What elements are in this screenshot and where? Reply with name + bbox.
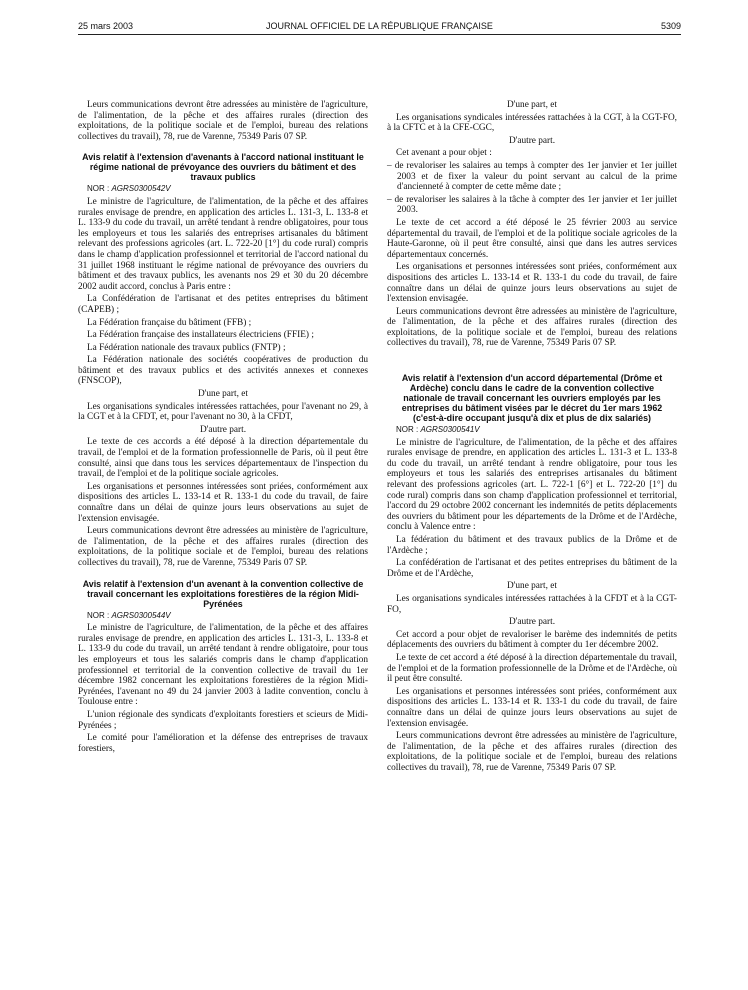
nor-reference-2 [78, 611, 368, 622]
nor-label: NOR : [396, 425, 419, 435]
paragraph: Les organisations et personnes intéressées sont priées, conformément aux dispositions des articles L. 133-14 et R. 133-1 du code du travail, de faire connaître dans un délai de quinze jours leurs observations au sujet de l'extension envisagée. [387, 262, 677, 305]
notice-title-2: Avis relatif à l'extension d'un avenant à la convention collective de travail concernant les exploitations forestières de la région Midi-Pyrénées [82, 578, 364, 609]
paragraph: La Fédération française du bâtiment (FFB) ; [87, 317, 252, 328]
nor-label: NOR : [87, 610, 110, 620]
paragraph: Les organisations et personnes intéressées sont priées, conformément aux dispositions des articles L. 133-14 et R. 133-1 du code du travail, de faire connaître dans un délai de quinze jours leurs observations au sujet de l'extension envisagée. [387, 686, 677, 729]
paragraph: Les organisations syndicales intéressées rattachées à la CFDT et à la CGT-FO, [387, 593, 677, 615]
notice-title-1: Avis relatif à l'extension d'avenants à l'accord national instituant le régime national de prévoyance des ouvriers du bâtiment et des travaux publics [82, 152, 364, 183]
nor-code: AGRS0300542V [111, 184, 171, 194]
dune-part: D'une part, et [507, 581, 557, 592]
paragraph: Les organisations syndicales intéressées rattachées à la CGT, à la CGT-FO, à la CFTC et à la CFE-CGC, [387, 112, 677, 134]
paragraph: Le ministre de l'agriculture, de l'alimentation, de la pêche et des affaires rurales envisage de prendre, en application des articles L. 131-3, L. 133-8 et L. 133-9 du code du travail, un arrêté tendant à rendre obligatoire, pour tous les employeurs et tous les salariés compris dans le champ d'application professionnel et territorial de la convention collective de travail du 1er décembre 1982 concernant les exploitations forestières de la région Midi-Pyrénées, l'avenant no 49 du 24 janvier 2003 à ladite convention, conclu à Toulouse entre : [78, 623, 368, 708]
paragraph: Le texte de cet accord a été déposé à la direction départementale du travail, de l'emploi et de la formation professionnelle de la Drôme et de l'Ardèche, où il peut être consulté. [387, 652, 677, 685]
page-number: 5309 [660, 21, 681, 31]
paragraph: Leurs communications devront être adressées au ministère de l'agriculture, de l'alimentation, de la pêche et des affaires rurales (direction des exploitations, de la politique sociale et de l'emploi, bureau des relations collectives du travail), 78, rue de Varenne, 75349 Paris 07 SP. [387, 731, 677, 773]
paragraph: La confédération de l'artisanat et des petites entreprises du bâtiment de la Drôme et de l'Ardèche, [387, 558, 677, 579]
paragraph: Le texte de ces accords a été déposé à la direction départementale du travail, de l'emploi et de la formation professionnelle de Paris, où il peut être consulté, ainsi que dans tous les services départementaux de l'inspection du travail, de l'emploi et de la politique sociale agricoles. [78, 437, 368, 480]
paragraph: La Fédération française des installateurs électriciens (FFIE) ; [87, 330, 314, 341]
paragraph: Cet accord a pour objet de revaloriser le barème des indemnités de petits déplacements des ouvriers du bâtiment à compter du 1er décembre 2002. [387, 629, 677, 651]
list-item: – de revaloriser les salaires à la tâche à compter des 1er janvier et 1er juillet 2003. [387, 194, 677, 216]
paragraph: Leurs communications devront être adressées au ministère de l'agriculture, de l'alimentation, de la pêche et des affaires rurales (direction des exploitations, de la politique sociale et de l'emploi, bureau des relations collectives du travail), 78, rue de Varenne, 75349 Paris 07 SP. [78, 526, 368, 568]
paragraph: Le texte de cet accord a été déposé le 25 février 2003 au service départemental du travail, de l'emploi et de la politique sociale agricoles de la Haute-Garonne, où il peut être consulté, ainsi que dans les autres services départementaux concernés. [387, 217, 677, 260]
paragraph: La fédération du bâtiment et des travaux publics de la Drôme et de l'Ardèche ; [387, 535, 677, 556]
paragraph: La Fédération nationale des travaux publics (FNTP) ; [87, 342, 286, 353]
nor-code: AGRS0300544V [111, 610, 171, 620]
dune-part: D'une part, et [198, 389, 248, 400]
nor-reference-3 [387, 425, 677, 436]
header-rule [78, 34, 681, 35]
paragraph: Le ministre de l'agriculture, de l'alimentation, de la pêche et des affaires rurales envisage de prendre, en application des articles L. 131-3 et L. 133-8 du code du travail, un arrêté tendant à rendre obligatoire, pour tous les employeurs et tous les salariés des entreprises artisanales du bâtiment relevant des professions agricoles (art. L. 722-1 [6°] et L. 722-20 [1°] du code rural) compris dans son champ d'application professionnel et territorial, l'accord du 29 octobre 2002 concernant les indemnités de petits déplacements des ouvriers du bâtiment pour les départements de la Drôme et de l'Ardèche, conclu à Valence entre : [387, 437, 677, 533]
journal-title: JOURNAL OFFICIEL DE LA RÉPUBLIQUE FRANÇAISE [266, 21, 493, 31]
intro-paragraph: Leurs communications devront être adressées au ministère de l'agriculture, de l'alimentation, de la pêche et des affaires rurales (direction des exploitations, de la politique sociale et de l'emploi, bureau des relations collectives du travail), 78, rue de Varenne, 75349 Paris 07 SP. [78, 100, 368, 142]
paragraph: La Fédération nationale des sociétés coopératives de production du bâtiment et des travaux publics et des activités annexes et connexes (FNSCOP), [78, 355, 368, 387]
nor-reference-1 [78, 184, 368, 195]
dautre-part: D'autre part. [508, 617, 556, 628]
page-header [78, 21, 681, 35]
dautre-part: D'autre part. [508, 135, 556, 146]
nor-label: NOR : [87, 184, 110, 194]
publication-date: 25 mars 2003 [78, 21, 134, 31]
paragraph: La Confédération de l'artisanat et des petites entreprises du bâtiment (CAPEB) ; [78, 294, 368, 315]
paragraph: Les organisations et personnes intéressées sont priées, conformément aux dispositions des articles L. 133-14 et R. 133-1 du code du travail, de faire connaître dans un délai de quinze jours leurs observations au sujet de l'extension envisagée. [78, 481, 368, 524]
paragraph: L'union régionale des syndicats d'exploitants forestiers et scieurs de Midi-Pyrénées ; [78, 709, 368, 731]
list-item: – de revaloriser les salaires au temps à compter des 1er janvier et 1er juillet 2003 et de fixer la valeur du point servant au calcul de la prime d'ancienneté à compter de cette même date ; [387, 160, 677, 193]
nor-code: AGRS0300541V [420, 425, 480, 435]
dune-part: D'une part, et [507, 100, 557, 110]
notice-title-3: Avis relatif à l'extension d'un accord départemental (Drôme et Ardèche) conclu dans le cadre de la convention collective nationale de travail concernant les ouvriers employés par les entreprises du bâtiment visées par le décret du 1er mars 1962 (c'est-à-dire occupant jusqu'à dix et plus de dix salariés) [401, 373, 663, 424]
right-column [387, 100, 677, 775]
paragraph: Leurs communications devront être adressées au ministère de l'agriculture, de l'alimentation, de la pêche et des affaires rurales (direction des exploitations, de la politique sociale et de l'emploi, bureau des relations collectives du travail), 78, rue de Varenne, 75349 Paris 07 SP. [387, 306, 677, 349]
paragraph: Le ministre de l'agriculture, de l'alimentation, de la pêche et des affaires rurales envisage de prendre, en application des articles L. 131-3, L. 133-8 et L. 133-9 du code du travail, un arrêté tendant à rendre obligatoires, pour tous les employeurs et tous les salariés des entreprises artisanales du bâtiment relevant des professions agricoles (art. L. 722-20 [1°] du code rural) compris dans le champ d'application professionnel et territorial de l'accord national du 31 juillet 1968 instituant le régime national de prévoyance des ouvriers du bâtiment et des travaux publics, les avenants nos 29 et 30 du 20 décembre 2002 audit accord, conclus à Paris entre : [78, 196, 368, 292]
left-column [78, 100, 368, 756]
dautre-part: D'autre part. [199, 424, 247, 435]
paragraph: Cet avenant a pour objet : [396, 148, 492, 159]
paragraph: Le comité pour l'amélioration et la défense des entreprises de travaux forestiers, [78, 733, 368, 754]
paragraph: Les organisations syndicales intéressées rattachées, pour l'avenant no 29, à la CGT et à la CFDT, et, pour l'avenant no 30, à la CFDT, [78, 401, 368, 423]
